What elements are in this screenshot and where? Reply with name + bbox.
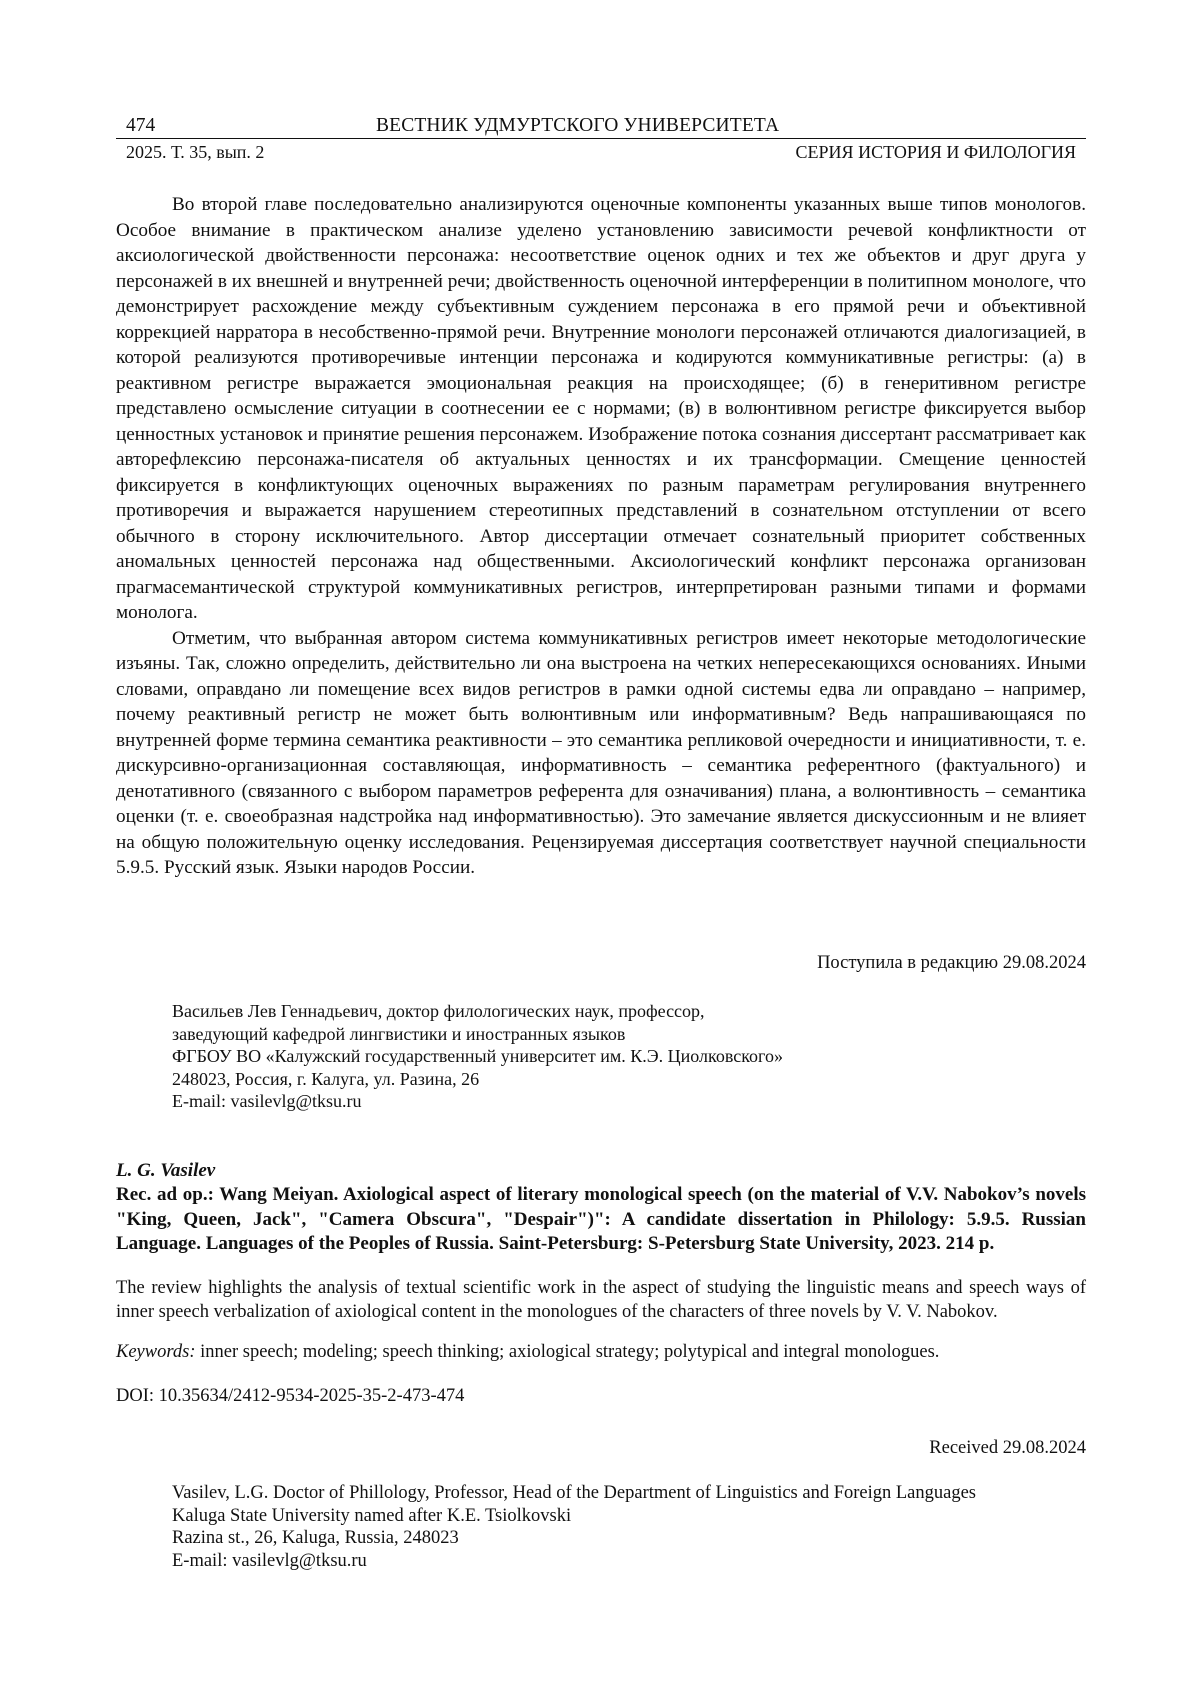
english-keywords (116, 1340, 1086, 1364)
header-rule (116, 138, 1086, 139)
journal-title: ВЕСТНИК УДМУРТСКОГО УНИВЕРСИТЕТА (376, 115, 780, 136)
running-head (116, 115, 1086, 162)
body-paragraph: Во второй главе последовательно анализируются оценочные компоненты указанных выше типов монологов. Особое внимание в практическом анализе уделено установлению зависимости речевой конфликтности от аксиологической двойственности персонажа: несоответствие оценок одних и тех же объектов и друг друга у персонажей в их внешней и внутренней речи; двойственность оценочной интерференции в политипном монологе, что демонстрирует расхождение между субъективным суждением персонажа в его прямой речи и объективной коррекцией нарратора в несобственно-прямой речи. Внутренние монологи персонажей отличаются диалогизацией, в которой реализуются противоречивые интенции персонажа и кодируются коммуникативные регистры: (а) в реактивном регистре выражается эмоциональная реакция на происходящее; (б) в генеритивном регистре представлено осмысление ситуации в соотнесении ее с нормами; (в) в волюнтивном регистре фиксируется выбор ценностных установок и принятие решения персонажем. Изображение потока сознания диссертант рассматривает как авторефлексию персонажа-писателя об актуальных ценностях и их трансформации. Смещение ценностей фиксируется в конфликтующих оценочных выражениях по разным параметрам регулирования внутреннего противоречия и выражается нарушением стереотипных представлений в сознательном отступлении от всего обычного в сторону исключительного. Автор диссертации отмечает сознательный приоритет собственных аномальных ценностей персонажа над общественными. Аксиологический конфликт персонажа организован прагмасемантической структурой коммуникативных регистров, интерпретирован разными типами и формами монолога. (116, 194, 1086, 623)
affiliation-line: заведующий кафедрой лингвистики и иностранных языков (172, 1023, 626, 1044)
page-number: 474 (126, 115, 156, 136)
affiliation-email: E-mail: vasilevlg@tksu.ru (172, 1091, 362, 1111)
review-body (116, 192, 1086, 881)
affiliation-line: Васильев Лев Геннадьевич, доктор филологических наук, профессор, (172, 1001, 705, 1021)
affiliation-line: ФГБОУ ВО «Калужский государственный университет им. К.Э. Циолковского» (172, 1046, 783, 1066)
affiliation-line: Razina st., 26, Kaluga, Russia, 248023 (172, 1528, 459, 1548)
series-title: СЕРИЯ ИСТОРИЯ И ФИЛОЛОГИЯ (795, 142, 1076, 162)
affiliation-line: Kaluga State University named after K.E. Tsiolkovski (172, 1505, 572, 1526)
english-author: L. G. Vasilev (116, 1160, 216, 1181)
received-date-en: Received 29.08.2024 (929, 1438, 1086, 1458)
doi: DOI: 10.35634/2412-9534-2025-35-2-473-474 (116, 1386, 465, 1406)
volume-info: 2025. Т. 35, вып. 2 (126, 142, 265, 162)
affiliation-line: 248023, Россия, г. Калуга, ул. Разина, 26 (172, 1068, 480, 1089)
author-affiliation-ru (172, 1000, 1072, 1113)
received-date-ru: Поступила в редакцию 29.08.2024 (817, 953, 1086, 973)
author-affiliation-en (172, 1482, 1092, 1572)
english-title: Rec. ad op.: Wang Meiyan. Axiological aspect of literary monological speech (on the material of V.V. Nabokov’s novels "King, Queen, Jack", "Camera Obscura", "Despair")": A candidate dissertation in Philology: 5.9.5. Russian Language. Languages of the Peoples of Russia. Saint-Petersburg: S-Petersburg State University, 2023. 214 p. (116, 1184, 1086, 1254)
keywords-list: inner speech; modeling; speech thinking; axiological strategy; polytypical and integral monologues. (200, 1342, 940, 1362)
english-abstract: The review highlights the analysis of textual scientific work in the aspect of studying the linguistic means and speech ways of inner speech verbalization of axiological content in the monologues of the characters of three novels by V. V. Nabokov. (116, 1278, 1086, 1322)
body-paragraph: Отметим, что выбранная автором система коммуникативных регистров имеет некоторые методологические изъяны. Так, сложно определить, действительно ли она выстроена на четких непересекающихся основаниях. Иными словами, оправдано ли помещение всех видов регистров в рамки одной системы едва ли оправдано – например, почему реактивный регистр не может быть волюнтивным или информативным? Ведь напрашивающаяся по внутренней форме термина семантика реактивности – это семантика репликовой очередности и инициативности, т. е. дискурсивно-организационная составляющая, информативность – семантика референтного (фактуального) и денотативного (связанного с выбором параметров референта для означивания) плана, а волюнтивность – семантика оценки (т. е. своеобразная надстройка над информативностью). Это замечание является дискуссионным и не влияет на общую положительную оценку исследования. Рецензируемая диссертация соответствует научной специальности 5.9.5. Русский язык. Языки народов России. (116, 627, 1086, 878)
keywords-label: Keywords: (116, 1342, 196, 1362)
affiliation-line: Vasilev, L.G. Doctor of Phillology, Professor, Head of the Department of Linguistics and Foreign Languages (172, 1483, 977, 1503)
affiliation-email: E-mail: vasilevlg@tksu.ru (172, 1550, 367, 1571)
